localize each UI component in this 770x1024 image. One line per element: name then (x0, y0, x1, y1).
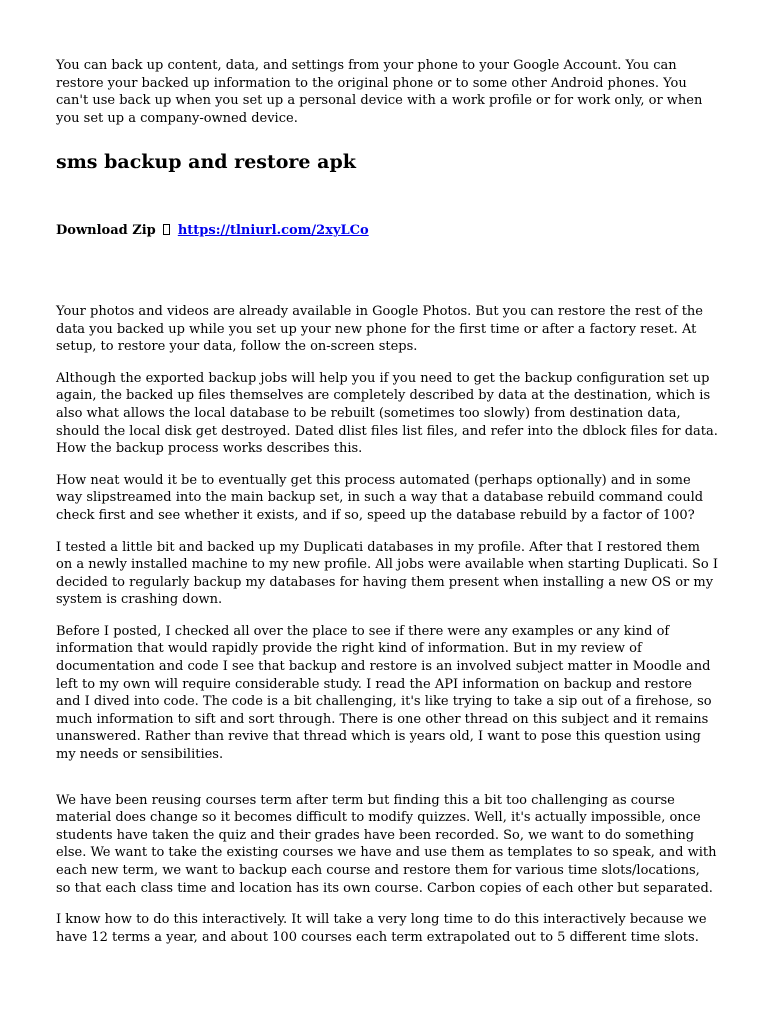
spacer (56, 778, 718, 792)
spacer (56, 240, 718, 303)
body-paragraph-7: I know how to do this interactively. It will take a very long time to do this interactively because we have 12 terms a year, and about 100 courses each term extrapolated out to 5 different time slots. (56, 912, 707, 945)
body-paragraph-6: We have been reusing courses term after term but finding this a bit too challenging as course material does change so it becomes difficult to modify quizzes. Well, it's actually impossible, once students have taken the quiz and their grades have been recorded. So, we want to do something else. We want to take the existing courses we have and use them as templates to so speak, and with each new term, we want to backup each course and restore them for various time slots/locations, so that each class time and location has its own course. Carbon copies of each other but separated. (56, 792, 717, 896)
body-paragraph-5: Before I posted, I checked all over the place to see if there were any examples or any kind of information that would rapidly provide the right kind of information. But in my review of documentation and code I see that backup and restore is an involved subject matter in Moodle and left to my own will require considerable study. I read the API information on backup and restore and I dived into code. The code is a bit challenging, it's like trying to take a sip out of a firehose, so much information to sift and sort through. There is one other thread on this subject and it remains unanswered. Rather than revive that thread which is years old, I want to pose this question using my needs or sensibilities. (56, 623, 712, 763)
body-paragraph-3: How neat would it be to eventually get this process automated (perhaps optionally) and in some way slipstreamed into the main backup set, in such a way that a database rebuild command could check first and see whether it exists, and if so, speed up the database rebuild by a factor of 100? (56, 472, 704, 523)
intro-paragraph: You can back up content, data, and settings from your phone to your Google Account. You can restore your backed up information to the original phone or to some other Android phones. You can't use back up when you set up a personal device with a work profile or for work only, or when you set up a company-owned device. (56, 58, 703, 126)
body-paragraph-2: Although the exported backup jobs will help you if you need to get the backup configuration set up again, the backed up files themselves are completely described by data at the destination, which is also what allows the local database to be rebuilt (sometimes too slowly) from destination data, should the local disk get destroyed. Dated dlist files list files, and refer into the dblock files for data. How the backup process works describes this. (56, 370, 718, 457)
placeholder-glyph-icon (163, 224, 170, 235)
body-paragraph-1: Your photos and videos are already available in Google Photos. But you can restore the rest of the data you backed up while you set up your new phone for the first time or after a factory reset. At setup, to restore your data, follow the on-screen steps. (56, 303, 703, 355)
download-link[interactable]: https://tlniurl.com/2xyLCo (177, 223, 369, 239)
body-paragraph-4: I tested a little bit and backed up my Duplicati databases in my profile. After that I restored them on a newly installed machine to my new profile. All jobs were available when starting Duplicati. So I decided to regularly backup my databases for having them present when installing a new OS or my system is crashing down. (56, 539, 719, 608)
download-label: Download Zip (56, 223, 156, 239)
document-page (56, 57, 718, 960)
download-line (56, 222, 718, 240)
page-title: sms backup and restore apk (56, 151, 356, 174)
